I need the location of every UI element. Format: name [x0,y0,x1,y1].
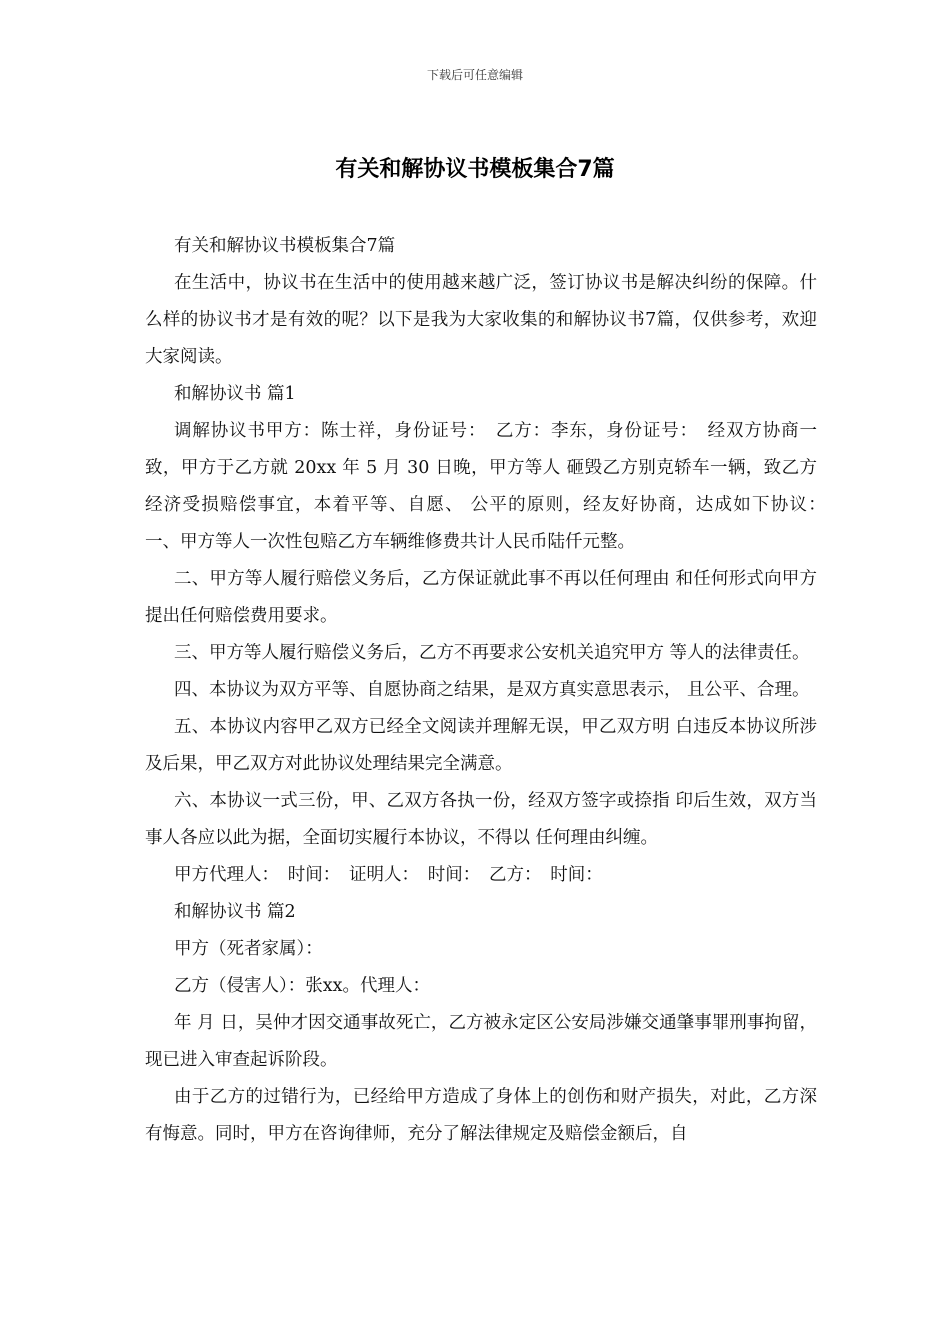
paragraph-clause-6: 六、本协议一式三份，甲、乙双方各执一份，经双方签字或捺指 印后生效，双方当事人各应以此为据，全面切实履行本协议，不得以 任何理由纠缠。 [145,791,817,848]
paragraph-fault: 由于乙方的过错行为，已经给甲方造成了身体上的创伤和财产损失，对此，乙方深有悔意。同时，甲方在咨询律师，充分了解法律规定及赔偿金额后，自 [145,1087,817,1144]
section-heading-2: 和解协议书 篇2 [174,902,296,922]
paragraph-intro: 在生活中，协议书在生活中的使用越来越广泛，签订协议书是解决纠纷的保障。什么样的协议书才是有效的呢？以下是我为大家收集的和解协议书7篇，仅供参考，欢迎大家阅读。 [145,273,817,367]
paragraph-subtitle: 有关和解协议书模板集合7篇 [174,236,396,256]
paragraph-incident: 年 月 日，吴仲才因交通事故死亡，乙方被永定区公安局涉嫌交通肇事罪刑事拘留，现已进入审查起诉阶段。 [145,1013,817,1070]
paragraph-clause-3: 三、甲方等人履行赔偿义务后，乙方不再要求公安机关追究甲方 等人的法律责任。 [174,643,810,663]
paragraph-clause-2: 二、甲方等人履行赔偿义务后，乙方保证就此事不再以任何理由 和任何形式向甲方提出任何赔偿费用要求。 [145,569,817,626]
document-body [145,228,835,1153]
header-note: 下载后可任意编辑 [426,68,523,82]
paragraph-clause-5: 五、本协议内容甲乙双方已经全文阅读并理解无误，甲乙双方明 白违反本协议所涉及后果，甲乙双方对此协议处理结果完全满意。 [145,717,817,774]
paragraph-signatures: 甲方代理人： 时间： 证明人： 时间： 乙方： 时间： [174,865,603,885]
document-title: 有关和解协议书模板集合7篇 [335,157,615,182]
section-heading-1: 和解协议书 篇1 [174,384,296,404]
paragraph-party-b: 乙方（侵害人）：张xx。代理人： [174,976,430,996]
paragraph-clause-4: 四、本协议为双方平等、自愿协商之结果，是双方真实意思表示， 且公平、合理。 [174,680,810,700]
paragraph-agreement-1: 调解协议书甲方：陈士祥，身份证号： 乙方：李东，身份证号： 经双方协商一致，甲方于乙方就 20xx 年 5 月 30 日晚，甲方等人 砸毁乙方别克轿车一辆，致乙方经济受损赔偿事宜，本着平等、自愿、 公平的原则，经友好协商，达成如下协议： 一、甲方等人一次性包赔乙方车辆维修费共计人民币陆仟元整。 [145,421,835,552]
paragraph-party-a: 甲方（死者家属）： [174,939,323,959]
